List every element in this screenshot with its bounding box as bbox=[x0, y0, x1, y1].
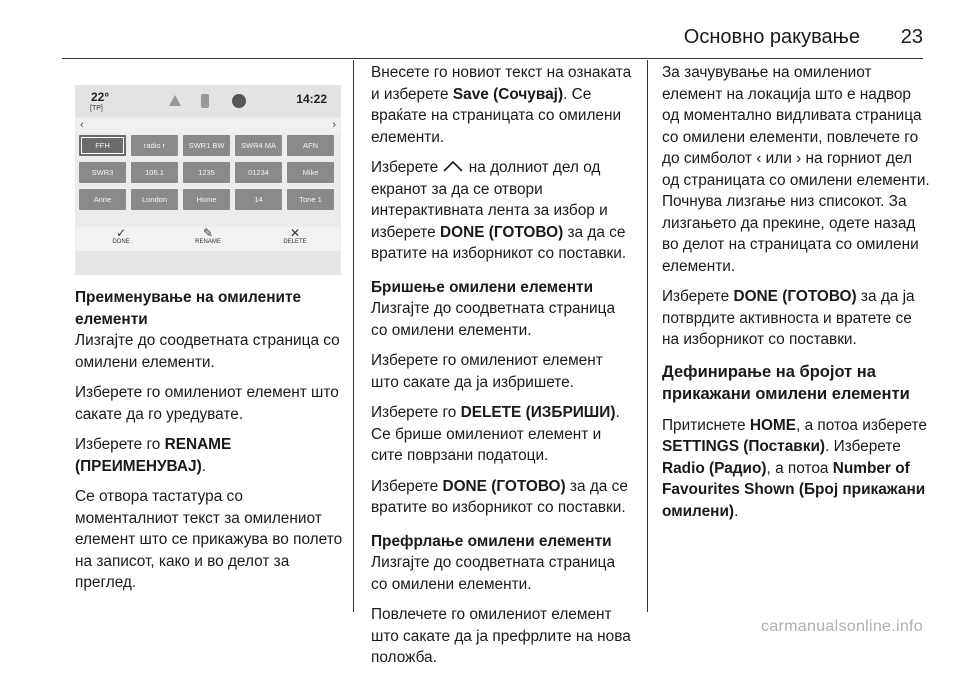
paragraph: Изберете DONE (ГОТОВО) за да ја потврдите активноста и вратете се на изборникот со поставки. bbox=[662, 288, 915, 348]
media-icon bbox=[231, 93, 247, 109]
screen-bezel bbox=[75, 251, 341, 275]
check-icon: ✓ bbox=[115, 226, 127, 240]
navigation-icon bbox=[167, 93, 183, 109]
section-heading: Префрлање омилени елементи bbox=[371, 532, 612, 550]
favourite-button[interactable]: SWR3 bbox=[79, 162, 126, 183]
favourite-button[interactable]: Home bbox=[183, 189, 230, 210]
chevron-up-icon bbox=[442, 160, 464, 172]
temperature: 22° bbox=[91, 90, 110, 104]
status-bar bbox=[75, 85, 341, 117]
paragraph: Изберете го RENAME (ПРЕИМЕНУВАЈ). bbox=[75, 436, 232, 475]
paragraph: Изберете го омилениот елемент што сакате да го уредувате. bbox=[75, 384, 339, 423]
paragraph: Лизгајте до соодветната страница со омилени елементи. bbox=[371, 300, 616, 339]
watermark: carmanualsonline.info bbox=[761, 618, 923, 635]
paragraph: Лизгајте до соодветната страница со омилени елементи. bbox=[75, 332, 340, 371]
paragraph: Се отвора тастатура со моменталниот текст за омилениот елемент што се прикажува во полето на записот, како и во делот за преглед. bbox=[75, 488, 343, 591]
favourite-button[interactable]: Mike bbox=[287, 162, 334, 183]
scroll-left-icon[interactable]: ‹ bbox=[80, 119, 84, 131]
section-heading: Преименување на омилените елементи bbox=[75, 289, 302, 328]
action-bar bbox=[75, 227, 341, 251]
paragraph: Изберете го DELETE (ИЗБРИШИ). Се брише омилениот елемент и сите поврзани податоци. bbox=[371, 404, 620, 464]
favourite-button[interactable]: Tone 1 bbox=[287, 189, 334, 210]
favourite-button[interactable]: AFN bbox=[287, 135, 334, 156]
clock: 14:22 bbox=[296, 92, 327, 106]
paragraph: Изберете DONE (ГОТОВО) за да се вратите во изборникот со поставки. bbox=[371, 477, 628, 516]
paragraph: Притиснете HOME, а потоа изберете SETTINGS (Поставки). Изберете Radio (Радио), а потоа Number of Favourites Shown (Број прикажани омилени). bbox=[662, 416, 927, 520]
delete-button[interactable]: ✕ DELETE bbox=[265, 227, 325, 245]
paragraph: Повлечете го омилениот елемент што сакате да ја префрлите на нова положба. bbox=[371, 606, 631, 666]
favourite-button[interactable]: Anne bbox=[79, 189, 126, 210]
header-rule bbox=[62, 58, 923, 59]
tp-indicator: [TP] bbox=[90, 105, 103, 112]
done-button[interactable]: ✓ DONE bbox=[91, 227, 151, 245]
section-heading: Бришење омилени елементи bbox=[371, 278, 594, 296]
favourite-button[interactable]: SWR1 BW bbox=[183, 135, 230, 156]
favourite-button[interactable]: radio r bbox=[131, 135, 178, 156]
paragraph: Внесете го новиот текст на ознаката и изберете Save (Сочувај). Се враќате на страницата со омилени елементи. bbox=[371, 64, 632, 146]
favourite-button[interactable]: SWR4 MA bbox=[235, 135, 282, 156]
section-heading: Дефинирање на бројот на прикажани омилени елементи bbox=[662, 362, 910, 403]
column-divider bbox=[647, 60, 648, 612]
paragraph: Лизгајте до соодветната страница со омилени елементи. bbox=[371, 554, 616, 593]
scroll-bar bbox=[75, 119, 341, 133]
scroll-right-icon[interactable]: › bbox=[332, 119, 336, 131]
paragraph: За зачувување на омилениот елемент на локација што е надвор од моментално видливата страница со омилени елементи, повлечете го до симболот ‹ или › на горниот дел од страницата со омилени елементи. Почнува лизгање низ списокот. За лизгањето да прекине, одете назад во делот на страницата со омилени елементи. bbox=[662, 64, 930, 275]
close-icon: ✕ bbox=[289, 226, 301, 240]
chevron-right-icon: › bbox=[796, 150, 802, 167]
phone-icon bbox=[199, 93, 211, 109]
favourite-button[interactable]: 01234 bbox=[235, 162, 282, 183]
favourite-button[interactable]: London bbox=[131, 189, 178, 210]
page-number: 23 bbox=[900, 26, 923, 48]
column-1 bbox=[75, 287, 345, 603]
favourite-button[interactable]: 1235 bbox=[183, 162, 230, 183]
column-2 bbox=[371, 62, 633, 678]
paragraph: Изберете на долниот дел од екранот за да се отвори интерактивната лента за избор и изберете DONE (ГОТОВО) за да се вратите на изборникот со поставки. bbox=[371, 159, 627, 262]
chevron-left-icon: ‹ bbox=[756, 150, 762, 167]
pencil-icon: ✎ bbox=[202, 226, 214, 240]
favourite-button[interactable]: 106.1 bbox=[131, 162, 178, 183]
page-header bbox=[0, 0, 960, 58]
paragraph: Изберете го омилениот елемент што сакате да ја избришете. bbox=[371, 352, 603, 391]
column-divider bbox=[353, 60, 354, 612]
column-3 bbox=[662, 62, 930, 531]
infotainment-screenshot bbox=[75, 85, 341, 275]
favourite-button[interactable]: 14 bbox=[235, 189, 282, 210]
rename-button[interactable]: ✎ RENAME bbox=[178, 227, 238, 245]
page-title: Основно ракување bbox=[683, 26, 860, 48]
favourite-button[interactable]: FFH bbox=[79, 135, 126, 156]
